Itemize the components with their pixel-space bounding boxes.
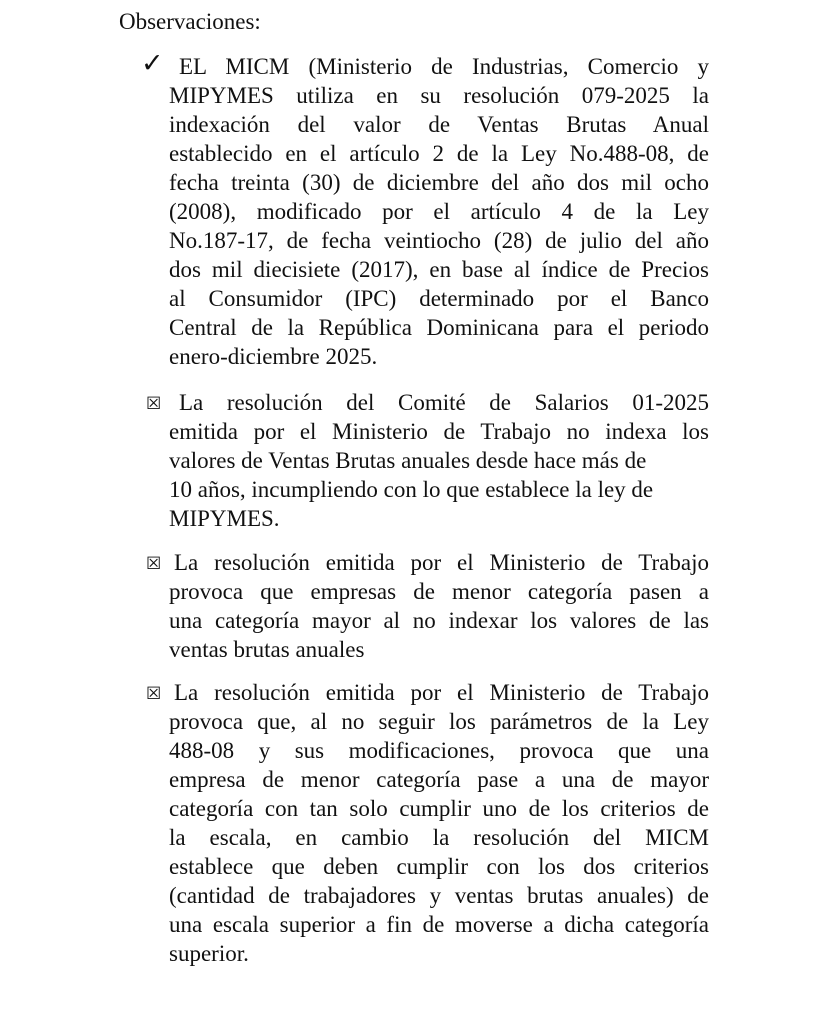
text-line: provoca que, al no seguir los parámetros de la Ley (169, 709, 709, 734)
text-line: empresa de menor categoría pase a una de mayor (169, 767, 709, 792)
observations-heading: Observaciones: (119, 9, 261, 34)
text-line: la escala, en cambio la resolución del MICM (169, 825, 709, 850)
text-line: La resolución del Comité de Salarios 01-2025 (179, 390, 709, 415)
text-line: una categoría mayor al no indexar los valores de las (169, 608, 709, 633)
text-line: La resolución emitida por el Ministerio de Trabajo (174, 550, 709, 575)
text-line: EL MICM (Ministerio de Industrias, Comercio y (179, 54, 709, 79)
text-line: indexación del valor de Ventas Brutas Anual (169, 112, 709, 137)
checkbox-x-icon: ☒ (146, 684, 162, 703)
text-line: establecido en el artículo 2 de la Ley No.488-08, de (169, 141, 709, 166)
check-icon: ✓ (141, 48, 164, 78)
text-line: MIPYMES. (169, 506, 280, 531)
text-line: fecha treinta (30) de diciembre del año dos mil ocho (169, 170, 709, 195)
text-line: ventas brutas anuales (169, 637, 365, 662)
text-line: No.187-17, de fecha veintiocho (28) de julio del año (169, 228, 709, 253)
checkbox-x-icon: ☒ (146, 394, 162, 413)
text-line: una escala superior a fin de moverse a dicha categoría (169, 912, 709, 937)
text-line: 10 años, incumpliendo con lo que establece la ley de (169, 477, 654, 502)
text-line: establece que deben cumplir con los dos criterios (169, 854, 709, 879)
text-line: Central de la República Dominicana para el periodo (169, 315, 709, 340)
text-line: (2008), modificado por el artículo 4 de la Ley (169, 199, 709, 224)
text-line: al Consumidor (IPC) determinado por el Banco (169, 286, 709, 311)
text-line: enero-diciembre 2025. (169, 344, 378, 369)
text-line: valores de Ventas Brutas anuales desde hace más de (169, 448, 647, 473)
text-line: provoca que empresas de menor categoría pasen a (169, 579, 709, 604)
text-line: categoría con tan solo cumplir uno de los criterios de (169, 796, 709, 821)
text-line: emitida por el Ministerio de Trabajo no indexa los (169, 419, 709, 444)
text-line: 488-08 y sus modificaciones, provoca que una (169, 738, 709, 763)
text-line: MIPYMES utiliza en su resolución 079-2025 la (169, 83, 709, 108)
text-line: dos mil diecisiete (2017), en base al índice de Precios (169, 257, 709, 282)
text-line: (cantidad de trabajadores y ventas brutas anuales) de (169, 883, 709, 908)
text-line: superior. (169, 941, 249, 966)
checkbox-x-icon: ☒ (146, 554, 162, 573)
text-line: La resolución emitida por el Ministerio de Trabajo (174, 680, 709, 705)
